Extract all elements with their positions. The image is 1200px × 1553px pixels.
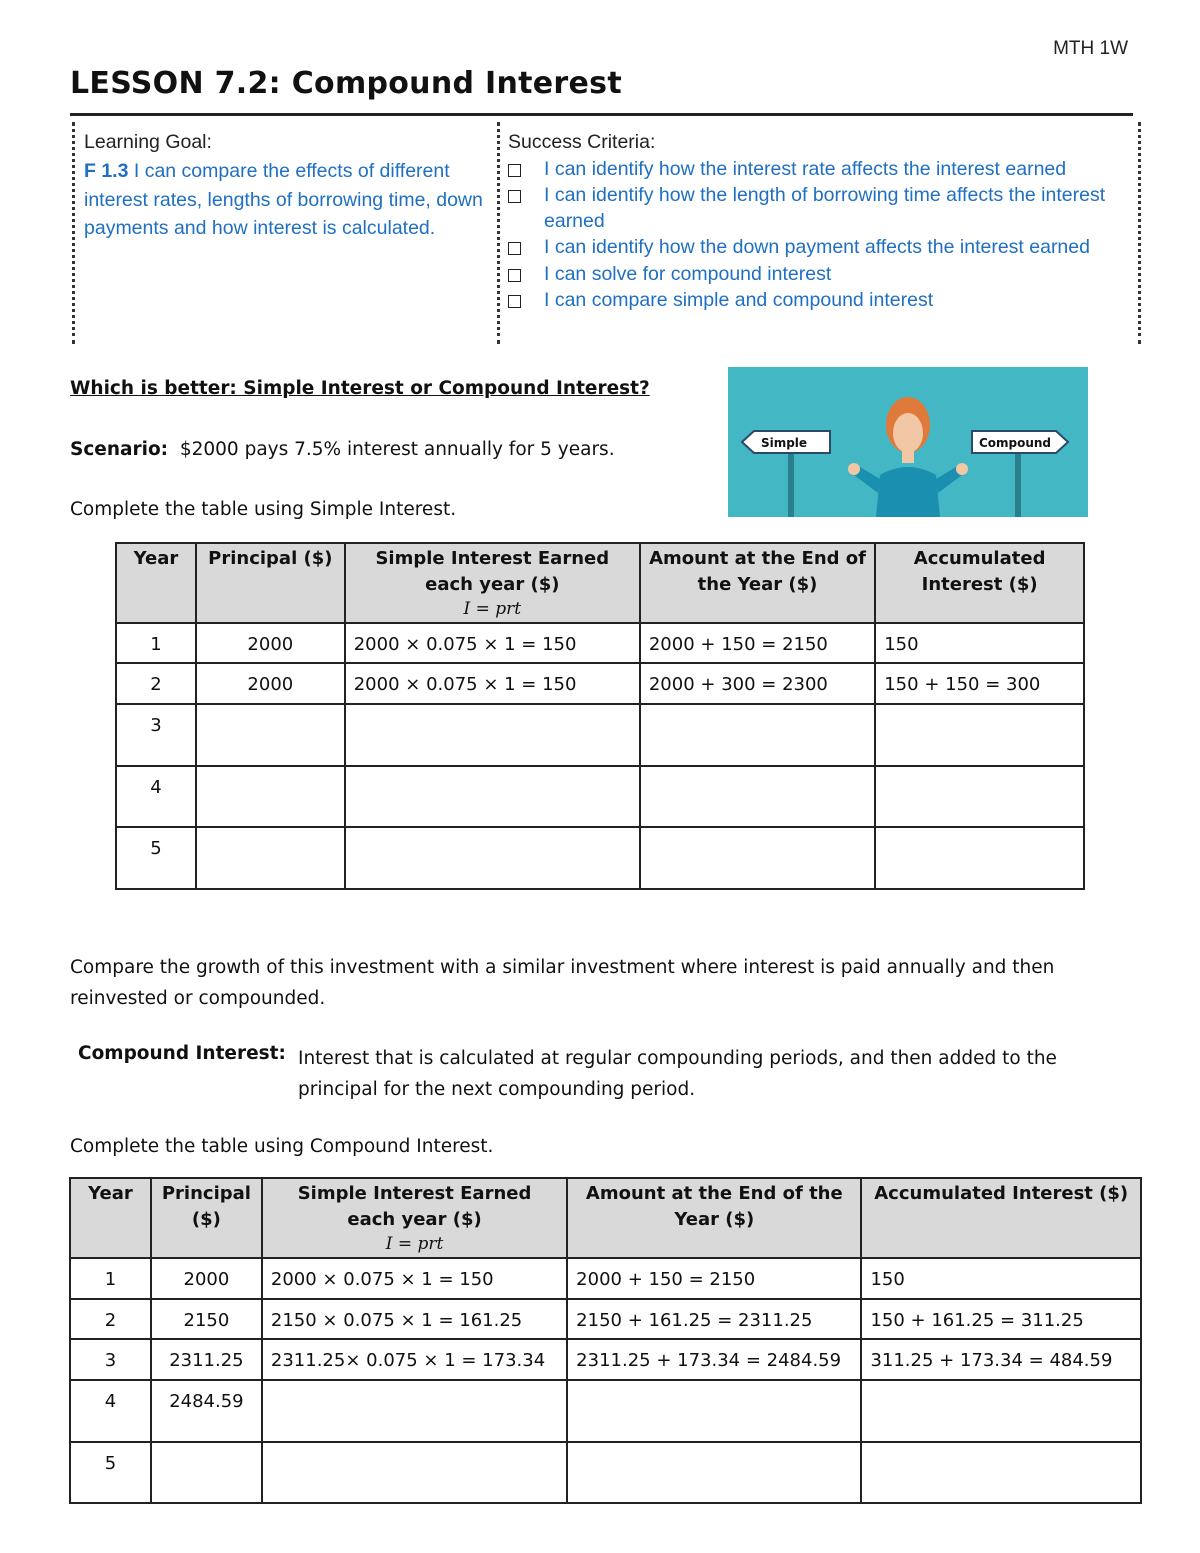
table-cell: 2311.25× 0.075 × 1 = 173.34 — [262, 1339, 567, 1380]
table-row — [116, 704, 1084, 766]
learning-goal-label: Learning Goal: — [84, 131, 212, 153]
table-cell: 1 — [70, 1258, 151, 1299]
column-header — [345, 543, 640, 623]
criteria-item — [508, 235, 1133, 261]
answer-cell[interactable] — [875, 827, 1084, 889]
table-cell: 1 — [116, 623, 196, 663]
compound-interest-term: Compound Interest: — [78, 1043, 286, 1064]
criteria-item — [508, 157, 1133, 183]
answer-cell[interactable] — [567, 1380, 861, 1442]
simple-sign-label: Simple — [760, 436, 808, 450]
course-code: MTH 1W — [1053, 38, 1128, 59]
table-cell: 2150 + 161.25 = 2311.25 — [567, 1299, 861, 1339]
table-cell: 5 — [70, 1442, 151, 1503]
table-cell: 150 + 161.25 = 311.25 — [861, 1299, 1141, 1339]
section-heading: Which is better: Simple Interest or Compound Interest? — [70, 378, 650, 399]
table-row — [116, 663, 1084, 704]
criteria-item — [508, 288, 1133, 314]
learning-goal-text — [84, 157, 494, 243]
answer-cell[interactable] — [567, 1442, 861, 1503]
scenario-text: $2000 pays 7.5% interest annually for 5 years. — [168, 439, 615, 460]
learning-goal-code: F 1.3 — [84, 160, 129, 182]
table-cell: 150 — [875, 623, 1084, 663]
answer-cell[interactable] — [861, 1380, 1141, 1442]
learning-goal-box — [84, 128, 494, 243]
criteria-item — [508, 183, 1133, 234]
learning-goal-statement: I can compare the effects of different interest rates, lengths of borrowing time, down payments and how interest is calculated. — [84, 160, 483, 239]
goal-box-left-border — [72, 122, 75, 344]
title-divider — [70, 113, 1133, 116]
table-cell: 5 — [116, 827, 196, 889]
answer-cell[interactable] — [861, 1442, 1141, 1503]
criteria-text: I can identify how the interest rate affects the interest earned — [544, 157, 1067, 180]
checkbox[interactable] — [508, 295, 521, 308]
column-header: Principal ($) — [151, 1178, 262, 1258]
criteria-text: I can identify how the down payment affects the interest earned — [544, 236, 1090, 258]
answer-cell[interactable] — [640, 704, 875, 766]
answer-cell[interactable] — [640, 766, 875, 827]
criteria-text: I can solve for compound interest — [544, 262, 832, 285]
table-cell: 150 — [861, 1258, 1141, 1299]
table-cell: 2 — [116, 663, 196, 704]
column-header: Year — [70, 1178, 151, 1258]
success-criteria-label: Success Criteria: — [508, 131, 656, 153]
answer-cell[interactable] — [151, 1442, 262, 1503]
simple-vs-compound-illustration — [728, 367, 1088, 517]
table-cell: 2150 × 0.075 × 1 = 161.25 — [262, 1299, 567, 1339]
table-row — [116, 766, 1084, 827]
table-cell: 2311.25 + 173.34 = 2484.59 — [567, 1339, 861, 1380]
column-header: Amount at the End of the Year ($) — [567, 1178, 861, 1258]
table-cell: 311.25 + 173.34 = 484.59 — [861, 1339, 1141, 1380]
table-cell: 150 + 150 = 300 — [875, 663, 1084, 704]
compound-interest-definition: Interest that is calculated at regular compounding periods, and then added to the principal for the next compounding period. — [298, 1048, 1057, 1100]
table-header-row — [70, 1178, 1141, 1258]
column-header: Year — [116, 543, 196, 623]
table-cell: 2000 × 0.075 × 1 = 150 — [345, 623, 640, 663]
answer-cell[interactable] — [345, 766, 640, 827]
table-cell: 2000 + 150 = 2150 — [640, 623, 875, 663]
answer-cell[interactable] — [875, 766, 1084, 827]
table-cell: 2000 + 300 = 2300 — [640, 663, 875, 704]
criteria-box-right-border — [1138, 122, 1141, 344]
table-cell: 2000 — [196, 663, 345, 704]
formula: I = prt — [385, 1234, 444, 1254]
answer-cell[interactable] — [345, 827, 640, 889]
table-cell: 2000 — [151, 1258, 262, 1299]
column-header-text: Simple Interest Earned each year ($) — [375, 548, 610, 595]
table-row — [116, 827, 1084, 889]
table-cell: 4 — [70, 1380, 151, 1442]
answer-cell[interactable] — [262, 1380, 567, 1442]
illustration-graphic — [728, 367, 1088, 517]
table-cell: 4 — [116, 766, 196, 827]
criteria-text: I can compare simple and compound interest — [544, 289, 934, 311]
compare-paragraph: Compare the growth of this investment with a similar investment where interest is paid annually and then reinvested or compounded. — [70, 957, 1055, 1009]
scenario-label: Scenario: — [70, 439, 169, 460]
person-figure — [848, 397, 968, 517]
answer-cell[interactable] — [196, 704, 345, 766]
table-cell: 3 — [70, 1339, 151, 1380]
table-cell: 3 — [116, 704, 196, 766]
success-criteria-box — [508, 128, 1133, 315]
checkbox[interactable] — [508, 242, 521, 255]
column-header: Accumulated Interest ($) — [861, 1178, 1141, 1258]
table-cell: 2000 × 0.075 × 1 = 150 — [345, 663, 640, 704]
compound-interest-table — [69, 1177, 1142, 1504]
table-cell: 2000 × 0.075 × 1 = 150 — [262, 1258, 567, 1299]
answer-cell[interactable] — [345, 704, 640, 766]
table-cell: 2484.59 — [151, 1380, 262, 1442]
column-header: Amount at the End of the Year ($) — [640, 543, 875, 623]
table-cell: 2311.25 — [151, 1339, 262, 1380]
table-cell: 2000 + 150 = 2150 — [567, 1258, 861, 1299]
table-row — [116, 623, 1084, 663]
column-header-text: Simple Interest Earned each year ($) — [297, 1183, 532, 1230]
simple-interest-table — [115, 542, 1085, 890]
page-title: LESSON 7.2: Compound Interest — [70, 66, 622, 101]
formula: I = prt — [463, 599, 522, 619]
compound-sign-label: Compound — [978, 436, 1052, 450]
table-cell: 2000 — [196, 623, 345, 663]
table-row — [70, 1380, 1141, 1442]
table-cell: 2 — [70, 1299, 151, 1339]
simple-table-instruction: Complete the table using Simple Interest. — [70, 499, 457, 520]
table-row — [70, 1299, 1141, 1339]
criteria-text: I can identify how the length of borrowing time affects the interest earned — [544, 184, 1106, 232]
table-row — [70, 1258, 1141, 1299]
criteria-item — [508, 262, 1133, 288]
checkbox[interactable] — [508, 190, 521, 203]
checkbox[interactable] — [508, 164, 521, 177]
answer-cell[interactable] — [640, 827, 875, 889]
column-header: Accumulated Interest ($) — [875, 543, 1084, 623]
answer-cell[interactable] — [875, 704, 1084, 766]
answer-cell[interactable] — [196, 766, 345, 827]
answer-cell[interactable] — [262, 1442, 567, 1503]
table-row — [70, 1339, 1141, 1380]
answer-cell[interactable] — [196, 827, 345, 889]
scenario — [70, 439, 615, 460]
compound-table-instruction: Complete the table using Compound Interest. — [70, 1136, 494, 1157]
table-cell: 2150 — [151, 1299, 262, 1339]
table-header-row — [116, 543, 1084, 623]
table-row — [70, 1442, 1141, 1503]
column-header — [262, 1178, 567, 1258]
criteria-box-left-border — [497, 122, 500, 344]
column-header: Principal ($) — [196, 543, 345, 623]
checkbox[interactable] — [508, 269, 521, 282]
